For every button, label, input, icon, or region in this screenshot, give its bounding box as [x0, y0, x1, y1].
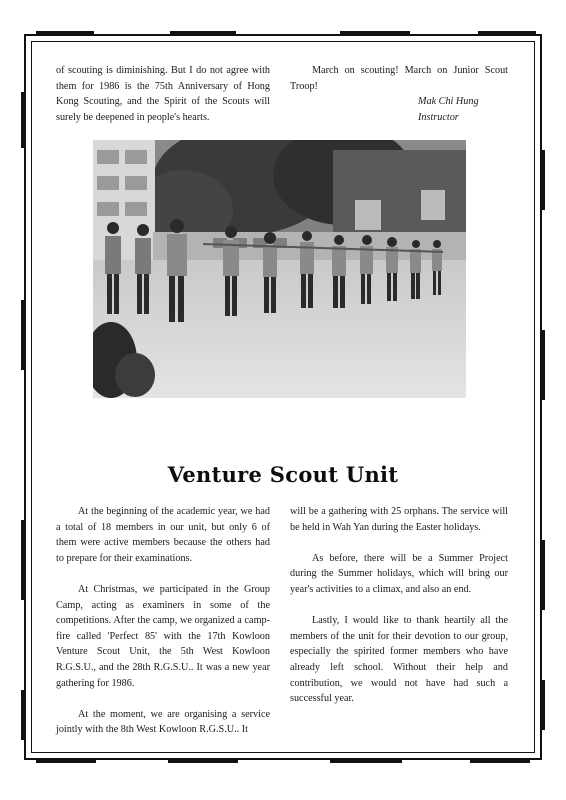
top-right-paragraph: March on scouting! March on Junior Scout Troop! — [290, 65, 508, 92]
body-left-paragraph-3: At the moment, we are organising a service jointly with the 8th West Kowloon R.G.S.U.. It — [56, 708, 270, 736]
top-left-column — [56, 63, 270, 125]
section-title: Venture Scout Unit — [167, 462, 399, 487]
scouts-photo-image — [93, 140, 466, 398]
signature-title: Instructor — [418, 111, 459, 123]
deco-bar-left-4 — [21, 690, 25, 740]
deco-bar-left-1 — [21, 92, 25, 148]
deco-bar-bottom-left — [36, 759, 96, 763]
body-right-paragraph-1: will be a gathering with 25 orphans. The service will be held in Wah Yan during the Easter holidays. — [290, 506, 508, 533]
body-left-paragraph-2: At Christmas, we participated in the Group Camp, acting as examiners in some of the competitions. After the camp, we organized a camp-fire called 'Perfect 85' with the 17th Kowloon Venture Scout Unit, the 5th West Kowloon R.G.S.U., and the 28th R.G.S.U.. It was a new year gathering for 1986. — [56, 583, 270, 689]
body-left-column — [56, 504, 270, 738]
deco-bar-left-3 — [21, 520, 25, 600]
deco-bar-bottom-right — [330, 759, 402, 763]
deco-bar-left-2 — [21, 300, 25, 370]
body-right-paragraph-3: Lastly, I would like to thank heartily all the members of the unit for their devotion to our group, especially the spirited former members who have already left school. Without their help and contribution, we would not have had such a successful year. — [290, 615, 508, 705]
deco-bar-right-1 — [541, 150, 545, 210]
body-right-column — [290, 504, 508, 707]
deco-bar-top-mid — [170, 31, 236, 35]
scouts-photo — [93, 140, 466, 398]
top-right-column — [290, 63, 508, 125]
deco-bar-right-2 — [541, 330, 545, 400]
deco-bar-right-3 — [541, 540, 545, 610]
deco-bar-right-4 — [541, 680, 545, 730]
body-right-paragraph-2: As before, there will be a Summer Project during the Summer holidays, which will bring our year's activities to a climax, and also an end. — [290, 552, 508, 595]
top-left-paragraph: of scouting is diminishing. But I do not agree with them for 1986 is the 75th Anniversary of Hong Kong Scouting, and the Spirit of the Scouts will surely be deepened in people's hearts. — [56, 65, 270, 123]
deco-bar-bottom-far-right — [470, 759, 530, 763]
deco-bar-top-right — [340, 31, 410, 35]
signature-name: Mak Chi Hung — [418, 96, 479, 108]
deco-bar-bottom-mid — [168, 759, 238, 763]
deco-bar-top-far-right — [478, 31, 536, 35]
deco-bar-top-left — [36, 31, 94, 35]
body-left-paragraph-1: At the beginning of the academic year, we had a total of 18 members in our unit, but only 6 of them were active members because the others had to prepare for their examinations. — [56, 506, 270, 564]
